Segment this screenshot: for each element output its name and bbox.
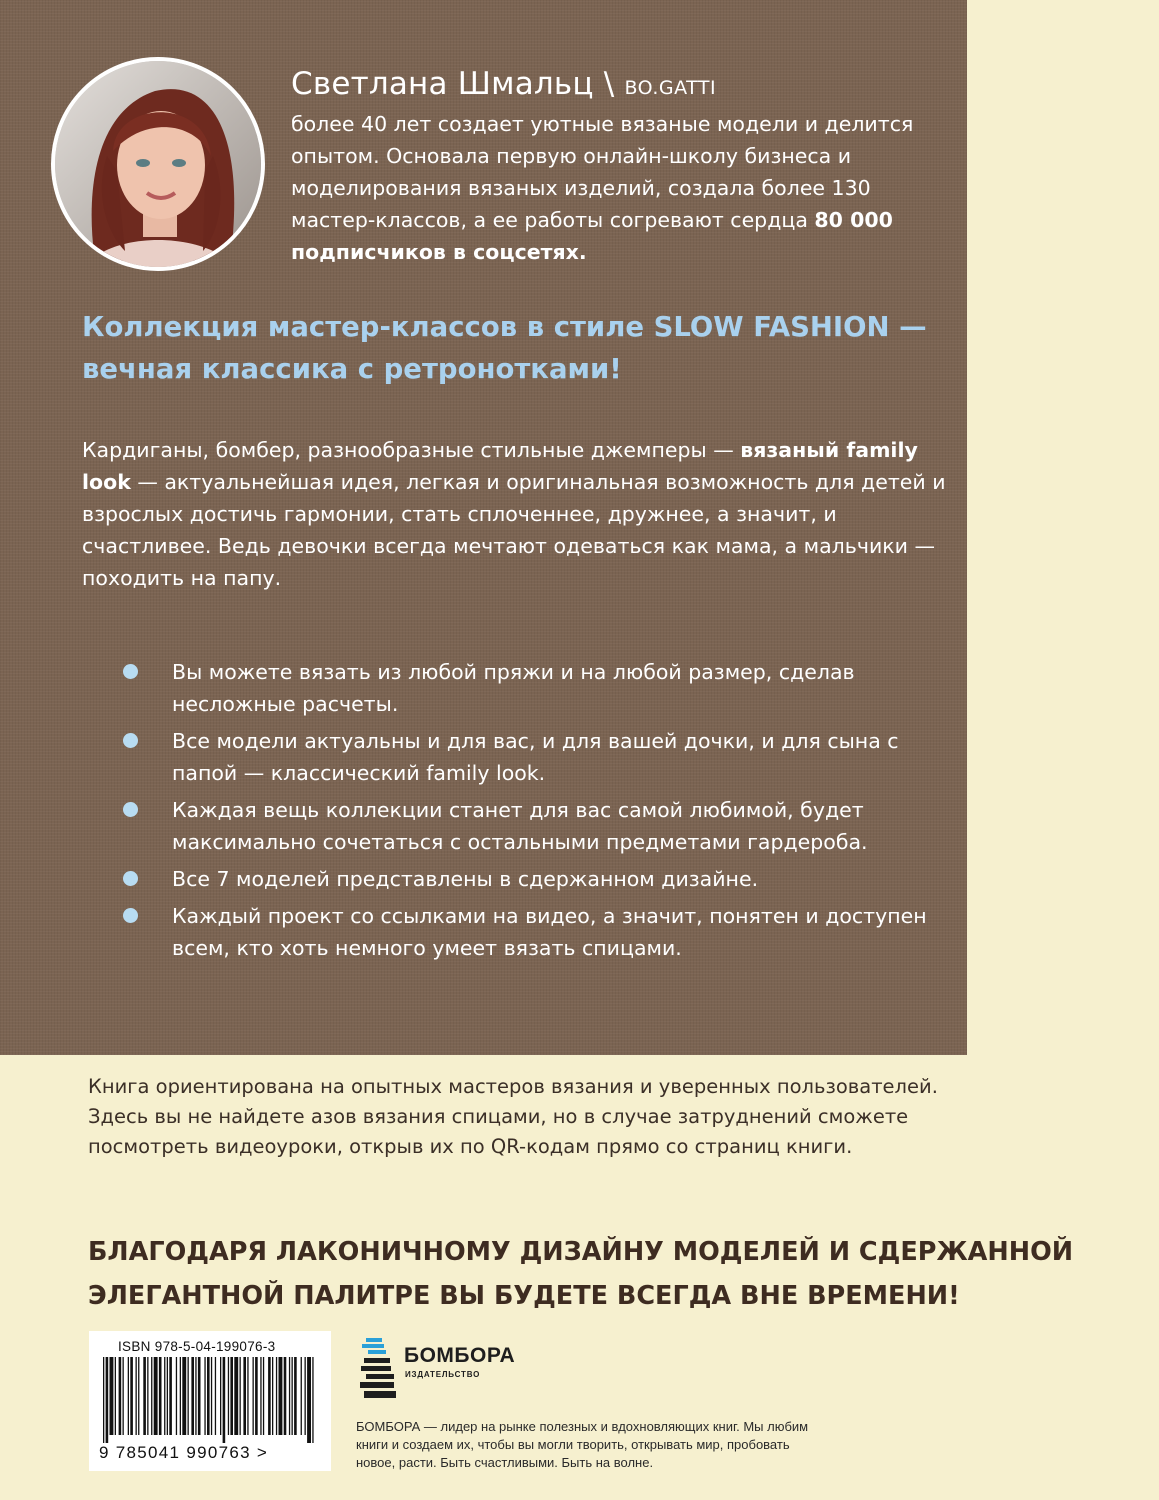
barcode-bar [220, 1357, 221, 1435]
barcode-bar [115, 1357, 116, 1435]
barcode-bar [243, 1357, 246, 1435]
barcode-bar [228, 1357, 229, 1435]
author-name [291, 66, 716, 102]
feature-text: Все модели актуальны и для вас, и для вашей дочки, и для сына с папой — классический family look. [172, 729, 899, 785]
author-name-text: Светлана Шмальц \ [291, 66, 615, 102]
feature-text: Каждый проект со ссылками на видео, а значит, понятен и доступен всем, кто хоть немного умеет вязать спицами. [172, 904, 927, 960]
barcode-bar [143, 1357, 146, 1435]
feature-item [82, 863, 942, 895]
publisher-blurb: БОМБОРА — лидер на рынке полезных и вдохновляющих книг. Мы любим книги и создаем их, чтобы вы могли творить, открывать мир, пробовать новое, расти. Быть счастливыми. Быть на волне. [356, 1419, 809, 1470]
barcode-bar [110, 1357, 114, 1435]
publisher-name: БОМБОРА [404, 1344, 516, 1367]
barcode-bar [103, 1357, 104, 1443]
intro-part-1: Кардиганы, бомбер, разнообразные стильные джемперы — [82, 438, 741, 462]
barcode-bar [176, 1357, 177, 1435]
author-portrait [51, 57, 265, 271]
barcode-bar [128, 1357, 129, 1435]
barcode-bar [289, 1357, 290, 1435]
author-portrait-image [55, 61, 261, 267]
bullet-dot-icon [123, 664, 138, 679]
barcode-bar [151, 1357, 152, 1435]
isbn-barcode-box [89, 1331, 331, 1471]
barcode-bar [279, 1357, 283, 1435]
barcode-bar [198, 1357, 201, 1435]
barcode-bar [247, 1357, 248, 1435]
barcode-bar [119, 1357, 122, 1435]
barcode-bar [294, 1357, 297, 1435]
bullet-dot-icon [123, 733, 138, 748]
feature-item [82, 656, 942, 720]
barcode-bar [276, 1357, 277, 1435]
barcode-bar [301, 1357, 302, 1435]
feature-item [82, 725, 942, 789]
feature-item [82, 900, 942, 964]
barcode-bars [99, 1357, 321, 1443]
barcode-bar [159, 1357, 162, 1435]
author-bio-text: более 40 лет создает уютные вязаные модели и делится опытом. Основала первую онлайн-школу бизнеса и моделирования вязаных изделий, создала более 130 мастер-классов, а ее работы согревают сердца [291, 112, 914, 232]
barcode-bar [207, 1357, 210, 1435]
audience-note: Книга ориентирована на опытных мастеров вязания и уверенных пользователей. Здесь вы не найдете азов вязания спицами, но в случае затруднений сможете посмотреть видеоуроки, открыв их по QR-кодам прямо со страниц книги. [88, 1075, 938, 1158]
closing-headline [88, 1230, 1128, 1318]
barcode-bar [215, 1357, 216, 1435]
barcode-bar [180, 1357, 181, 1435]
feature-text: Вы можете вязать из любой пряжи и на любой размер, сделав несложные расчеты. [172, 660, 855, 716]
bullet-dot-icon [123, 908, 138, 923]
barcode-bar [167, 1357, 168, 1435]
barcode-bar [191, 1357, 194, 1435]
author-bio [291, 108, 951, 268]
barcode-bar [211, 1357, 212, 1435]
barcode-bar [272, 1357, 273, 1435]
collection-tagline: Коллекция мастер-классов в стиле SLOW FASHION — вечная классика с ретронотками! [82, 311, 927, 385]
barcode-bar [305, 1357, 306, 1435]
barcode-bar [284, 1357, 287, 1435]
barcode-bar [253, 1357, 254, 1435]
publisher-logo-icon [358, 1336, 402, 1402]
closing-headline-line-2: ЭЛЕГАНТНОЙ ПАЛИТРЕ ВЫ БУДЕТЕ ВСЕГДА ВНЕ ВРЕМЕНИ! [88, 1281, 960, 1311]
barcode-bar [230, 1357, 233, 1435]
barcode-bar [136, 1357, 137, 1435]
feature-text: Все 7 моделей представлены в сдержанном дизайне. [172, 867, 759, 891]
barcode-bar [147, 1357, 148, 1435]
feature-item [82, 794, 942, 858]
intro-part-2: — актуальнейшая идея, легкая и оригинальная возможность для детей и взрослых достичь гармонии, стать сплоченнее, дружнее, а значит, и счастливее. Ведь девочки всегда мечтают одеваться как мама, а мальчики — походить на папу. [82, 470, 946, 590]
barcode-bar [240, 1357, 241, 1435]
closing-headline-line-1: БЛАГОДАРЯ ЛАКОНИЧНОМУ ДИЗАЙНУ МОДЕЛЕЙ И СДЕРЖАННОЙ [88, 1237, 1074, 1267]
barcode-bar [263, 1357, 264, 1435]
barcode-bar [260, 1357, 261, 1435]
barcode-bar [123, 1357, 124, 1435]
barcode-bar [255, 1357, 258, 1435]
barcode-bar [182, 1357, 186, 1435]
barcode-bar [169, 1357, 172, 1435]
ean-digits: 9 785041 990763 > [99, 1443, 269, 1462]
barcode-bar [312, 1357, 313, 1443]
barcode-bar [292, 1357, 293, 1435]
barcode-bar [268, 1357, 271, 1435]
barcode-bar [154, 1357, 158, 1435]
bullet-dot-icon [123, 802, 138, 817]
barcode-bar [223, 1357, 226, 1443]
barcode-bar [204, 1357, 205, 1435]
author-bio-highlight: 80 000 подписчиков в соцсетях. [291, 208, 893, 264]
isbn-label: ISBN 978-5-04-199076-3 [118, 1339, 276, 1354]
barcode-bar [195, 1357, 196, 1435]
feature-list [82, 656, 942, 969]
bullet-dot-icon [123, 871, 138, 886]
author-brand: BO.GATTI [624, 77, 717, 99]
barcode-bar [188, 1357, 189, 1435]
barcode-bar [234, 1357, 238, 1435]
barcode-bar [138, 1357, 139, 1435]
barcode-bar [307, 1357, 311, 1443]
barcode-bar [130, 1357, 133, 1435]
publisher-subtitle: ИЗДАТЕЛЬСТВО [405, 1370, 481, 1379]
barcode-bar [164, 1357, 165, 1435]
barcode-bar [106, 1357, 109, 1443]
intro-bold: вязаный family look [82, 438, 918, 494]
feature-text: Каждая вещь коллекции станет для вас самой любимой, будет максимально сочетаться с остальными предметами гардероба. [172, 798, 868, 854]
intro-paragraph [82, 434, 952, 594]
